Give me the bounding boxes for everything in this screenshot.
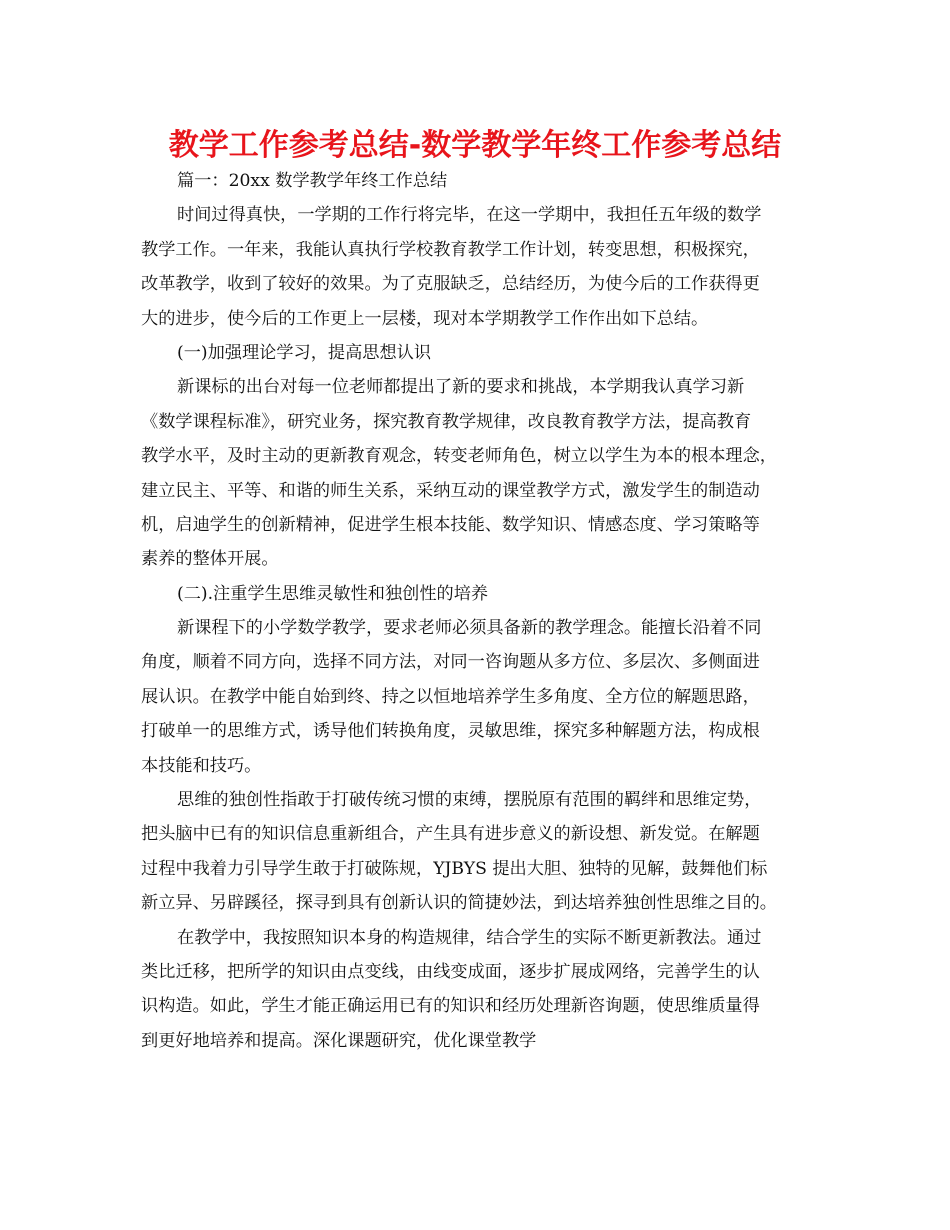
paragraph-line: 过程中我着力引导学生敢于打破陈规，YJBYS 提出大胆、独特的见解，鼓舞他们标 (141, 858, 768, 879)
paragraph-line: 展认识。在教学中能自始到终、持之以恒地培养学生多角度、全方位的解题思路， (141, 686, 760, 707)
paragraph-line: 识构造。如此，学生才能正确运用已有的知识和经历处理新咨询题，使思维质量得 (141, 996, 760, 1017)
section-heading: (一)加强理论学习，提高思想认识 (177, 342, 432, 363)
paragraph-line: 素养的整体开展。 (141, 549, 279, 570)
paragraph-line: 建立民主、平等、和谐的师生关系，采纳互动的课堂教学方式，激发学生的制造动 (141, 480, 760, 501)
paragraph-line: 到更好地培养和提高。深化课题研究，优化课堂教学 (141, 1030, 537, 1051)
paragraph-line: 把头脑中已有的知识信息重新组合，产生具有进步意义的新设想、新发觉。在解题 (141, 824, 760, 845)
paragraph-line: 教学水平，及时主动的更新教育观念，转变老师角色，树立以学生为本的根本理念， (141, 446, 777, 467)
paragraph-line: 改革教学，收到了较好的效果。为了克服缺乏，总结经历，为使今后的工作获得更 (141, 274, 760, 295)
paragraph-line: 《数学课程标准》，研究业务，探究教育教学规律，改良教育教学方法，提高教育 (141, 411, 752, 432)
paragraph-line: 打破单一的思维方式，诱导他们转换角度，灵敏思维，探究多种解题方法，构成根 (141, 721, 760, 742)
section-heading: (二).注重学生思维灵敏性和独创性的培养 (177, 583, 489, 604)
paragraph-line: 新立异、另辟蹊径，探寻到具有创新认识的简捷妙法，到达培养独创性思维之目的。 (141, 893, 777, 914)
paragraph-line: 角度，顺着不同方向，选择不同方法，对同一咨询题从多方位、多层次、多侧面进 (141, 652, 760, 673)
document-body (141, 164, 817, 1058)
paragraph-line: 在教学中，我按照知识本身的构造规律，结合学生的实际不断更新教法。通过 (177, 927, 762, 948)
document-title: 教学工作参考总结-数学教学年终工作参考总结 (168, 128, 782, 163)
paragraph-line: 本技能和技巧。 (141, 755, 262, 776)
paragraph-line: 类比迁移，把所学的知识由点变线，由线变成面，逐步扩展成网络，完善学生的认 (141, 961, 760, 982)
paragraph-line: 新课标的出台对每一位老师都提出了新的要求和挑战，本学期我认真学习新 (177, 377, 745, 398)
paragraph-line: 机，启迪学生的创新精神，促进学生根本技能、数学知识、情感态度、学习策略等 (141, 514, 760, 535)
paragraph-line: 思维的独创性指敢于打破传统习惯的束缚，摆脱原有范围的羁绊和思维定势， (177, 790, 762, 811)
paragraph-line: 时间过得真快，一学期的工作行将完毕，在这一学期中，我担任五年级的数学 (177, 205, 762, 226)
paragraph-line: 大的进步，使今后的工作更上一层楼，现对本学期教学工作作出如下总结。 (141, 308, 709, 329)
paragraph-line: 教学工作。一年来，我能认真执行学校教育教学工作计划，转变思想，积极探究， (141, 239, 760, 260)
paragraph-line: 新课程下的小学数学教学，要求老师必须具备新的教学理念。能擅长沿着不同 (177, 618, 762, 639)
chapter-heading: 篇一：20xx 数学教学年终工作总结 (177, 171, 448, 191)
